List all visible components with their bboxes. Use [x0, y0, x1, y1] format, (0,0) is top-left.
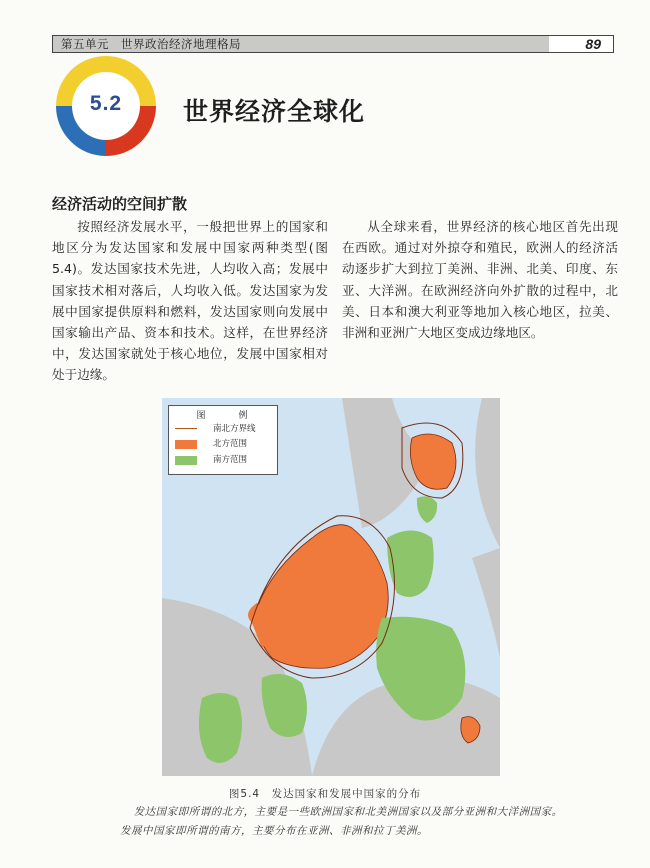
south-swatch-icon	[175, 456, 197, 465]
running-header	[52, 35, 614, 53]
section-title: 世界经济全球化	[183, 97, 366, 126]
page-number: 89	[585, 36, 601, 52]
paragraph-right: 从全球来看，世界经济的核心地区首先出现在西欧。通过对外掠夺和殖民，欧洲人的经济活动逐步扩大到拉丁美洲、非洲、北美、印度、东亚、大洋洲。在欧洲经济向外扩散的过程中，北美、日本和澳大利亚等地加入核心地区，拉美、非洲和亚洲广大地区变成边缘地区。	[342, 219, 618, 341]
north-swatch-icon	[175, 440, 197, 449]
paragraph-left: 按照经济发展水平，一般把世界上的国家和地区分为发达国家和发展中国家两种类型(图5.4)。发达国家技术先进，人均收入高；发展中国家技术相对落后，人均收入低。发达国家为发展中国家提供原料和燃料，发达国家则向发展中国家输出产品、资本和技术。这样，在世界经济中，发达国家就处于核心地位，发展中国家相对处于边缘。	[52, 219, 328, 383]
boundary-line-icon	[175, 428, 197, 429]
map-legend	[168, 405, 278, 475]
legend-label: 北方范围	[213, 439, 248, 449]
figure-caption: 图5.4 发达国家和发展中国家的分布	[228, 788, 422, 800]
south-region	[199, 693, 242, 763]
map-gore	[475, 398, 500, 548]
legend-item	[175, 423, 275, 435]
legend-item	[175, 454, 275, 466]
north-region	[257, 525, 389, 669]
legend-item	[175, 438, 275, 450]
unit-title: 第五单元 世界政治经济地理格局	[53, 36, 549, 52]
subsection-title: 经济活动的空间扩散	[52, 195, 188, 213]
legend-title: 图 例	[196, 411, 260, 421]
section-number: 5.2	[89, 92, 123, 115]
figure-note: 发达国家即所谓的北方，主要是一些欧洲国家和北美洲国家以及部分亚洲和大洋洲国家。发展中国家即所谓的南方，主要分布在亚洲、非洲和拉丁美洲。	[120, 806, 563, 837]
south-region	[417, 496, 437, 523]
legend-label: 南北方界线	[213, 424, 256, 434]
map-gore	[472, 548, 500, 658]
legend-label: 南方范围	[213, 455, 248, 465]
